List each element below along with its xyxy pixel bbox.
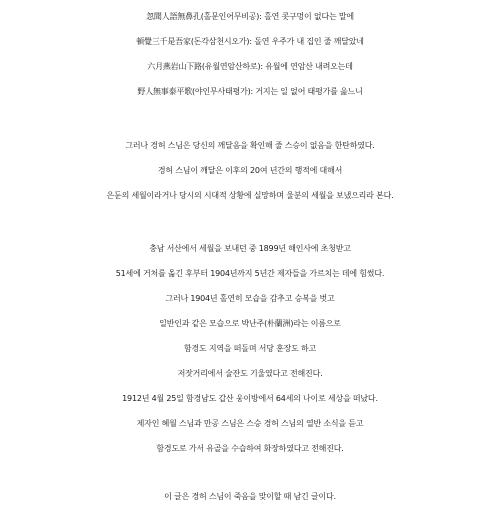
paragraph2-line-1: 충남 서산에서 세월을 보내던 중 1899년 해인사에 초청받고: [149, 244, 351, 253]
paragraph1-line-1: 그러나 경허 스님은 당신의 깨달음을 확인해 줄 스승이 없음을 한탄하였다.: [125, 141, 375, 150]
paragraph2-line-9: 함경도로 가서 유골을 수습하여 화장하였다고 전해진다.: [156, 444, 344, 453]
paragraph1-line-3: 은둔의 세월이라거나 당시의 시대적 상황에 실망하며 울분의 세월을 보냈으리라 본다.: [106, 191, 394, 200]
paragraph1-line-2: 경허 스님이 깨달은 이후의 20여 년간의 행적에 대해서: [157, 166, 343, 175]
closing-line: 이 글은 경허 스님이 죽음을 맞이할 때 남긴 글이다.: [164, 492, 336, 501]
paragraph2-line-5: 함경도 지역을 떠돌며 서당 훈장도 하고: [183, 344, 317, 353]
poem-line-4: 野人無事泰平歌(야인무사태평가): 거지는 일 없어 태평가를 읊느니: [137, 87, 363, 96]
poem-line-2: 頓覺三千是吾家(돈각삼천시오가): 돌연 우주가 내 집인 줄 깨달았네: [136, 37, 364, 46]
poem-line-3: 六月燕岩山下路(유월연암산하로): 유월에 연암산 내려오는데: [147, 62, 353, 71]
paragraph2-line-3: 그러나 1904년 홀연히 모습을 감추고 승복을 벗고: [165, 294, 335, 303]
paragraph2-line-8: 제자인 혜월 스님과 만공 스님은 스승 경허 스님의 열반 소식을 듣고: [136, 419, 364, 428]
paragraph2-line-7: 1912년 4월 25일 함경남도 갑산 웅이방에서 64세의 나이로 세상을 떠났다.: [122, 394, 378, 403]
paragraph2-line-6: 저잣거리에서 술잔도 기울였다고 전해진다.: [177, 369, 323, 378]
poem-line-1: 忽聞人語無鼻孔(홀문인어무비공): 홀연 콧구멍이 없다는 말에: [146, 12, 354, 21]
paragraph2-line-4: 일반인과 같은 모습으로 박난주(朴蘭洲)라는 이름으로: [159, 319, 341, 328]
paragraph2-line-2: 51세에 거처를 옮긴 후부터 1904년까지 5년간 제자들을 가르치는 데에 힘썼다.: [115, 269, 385, 278]
